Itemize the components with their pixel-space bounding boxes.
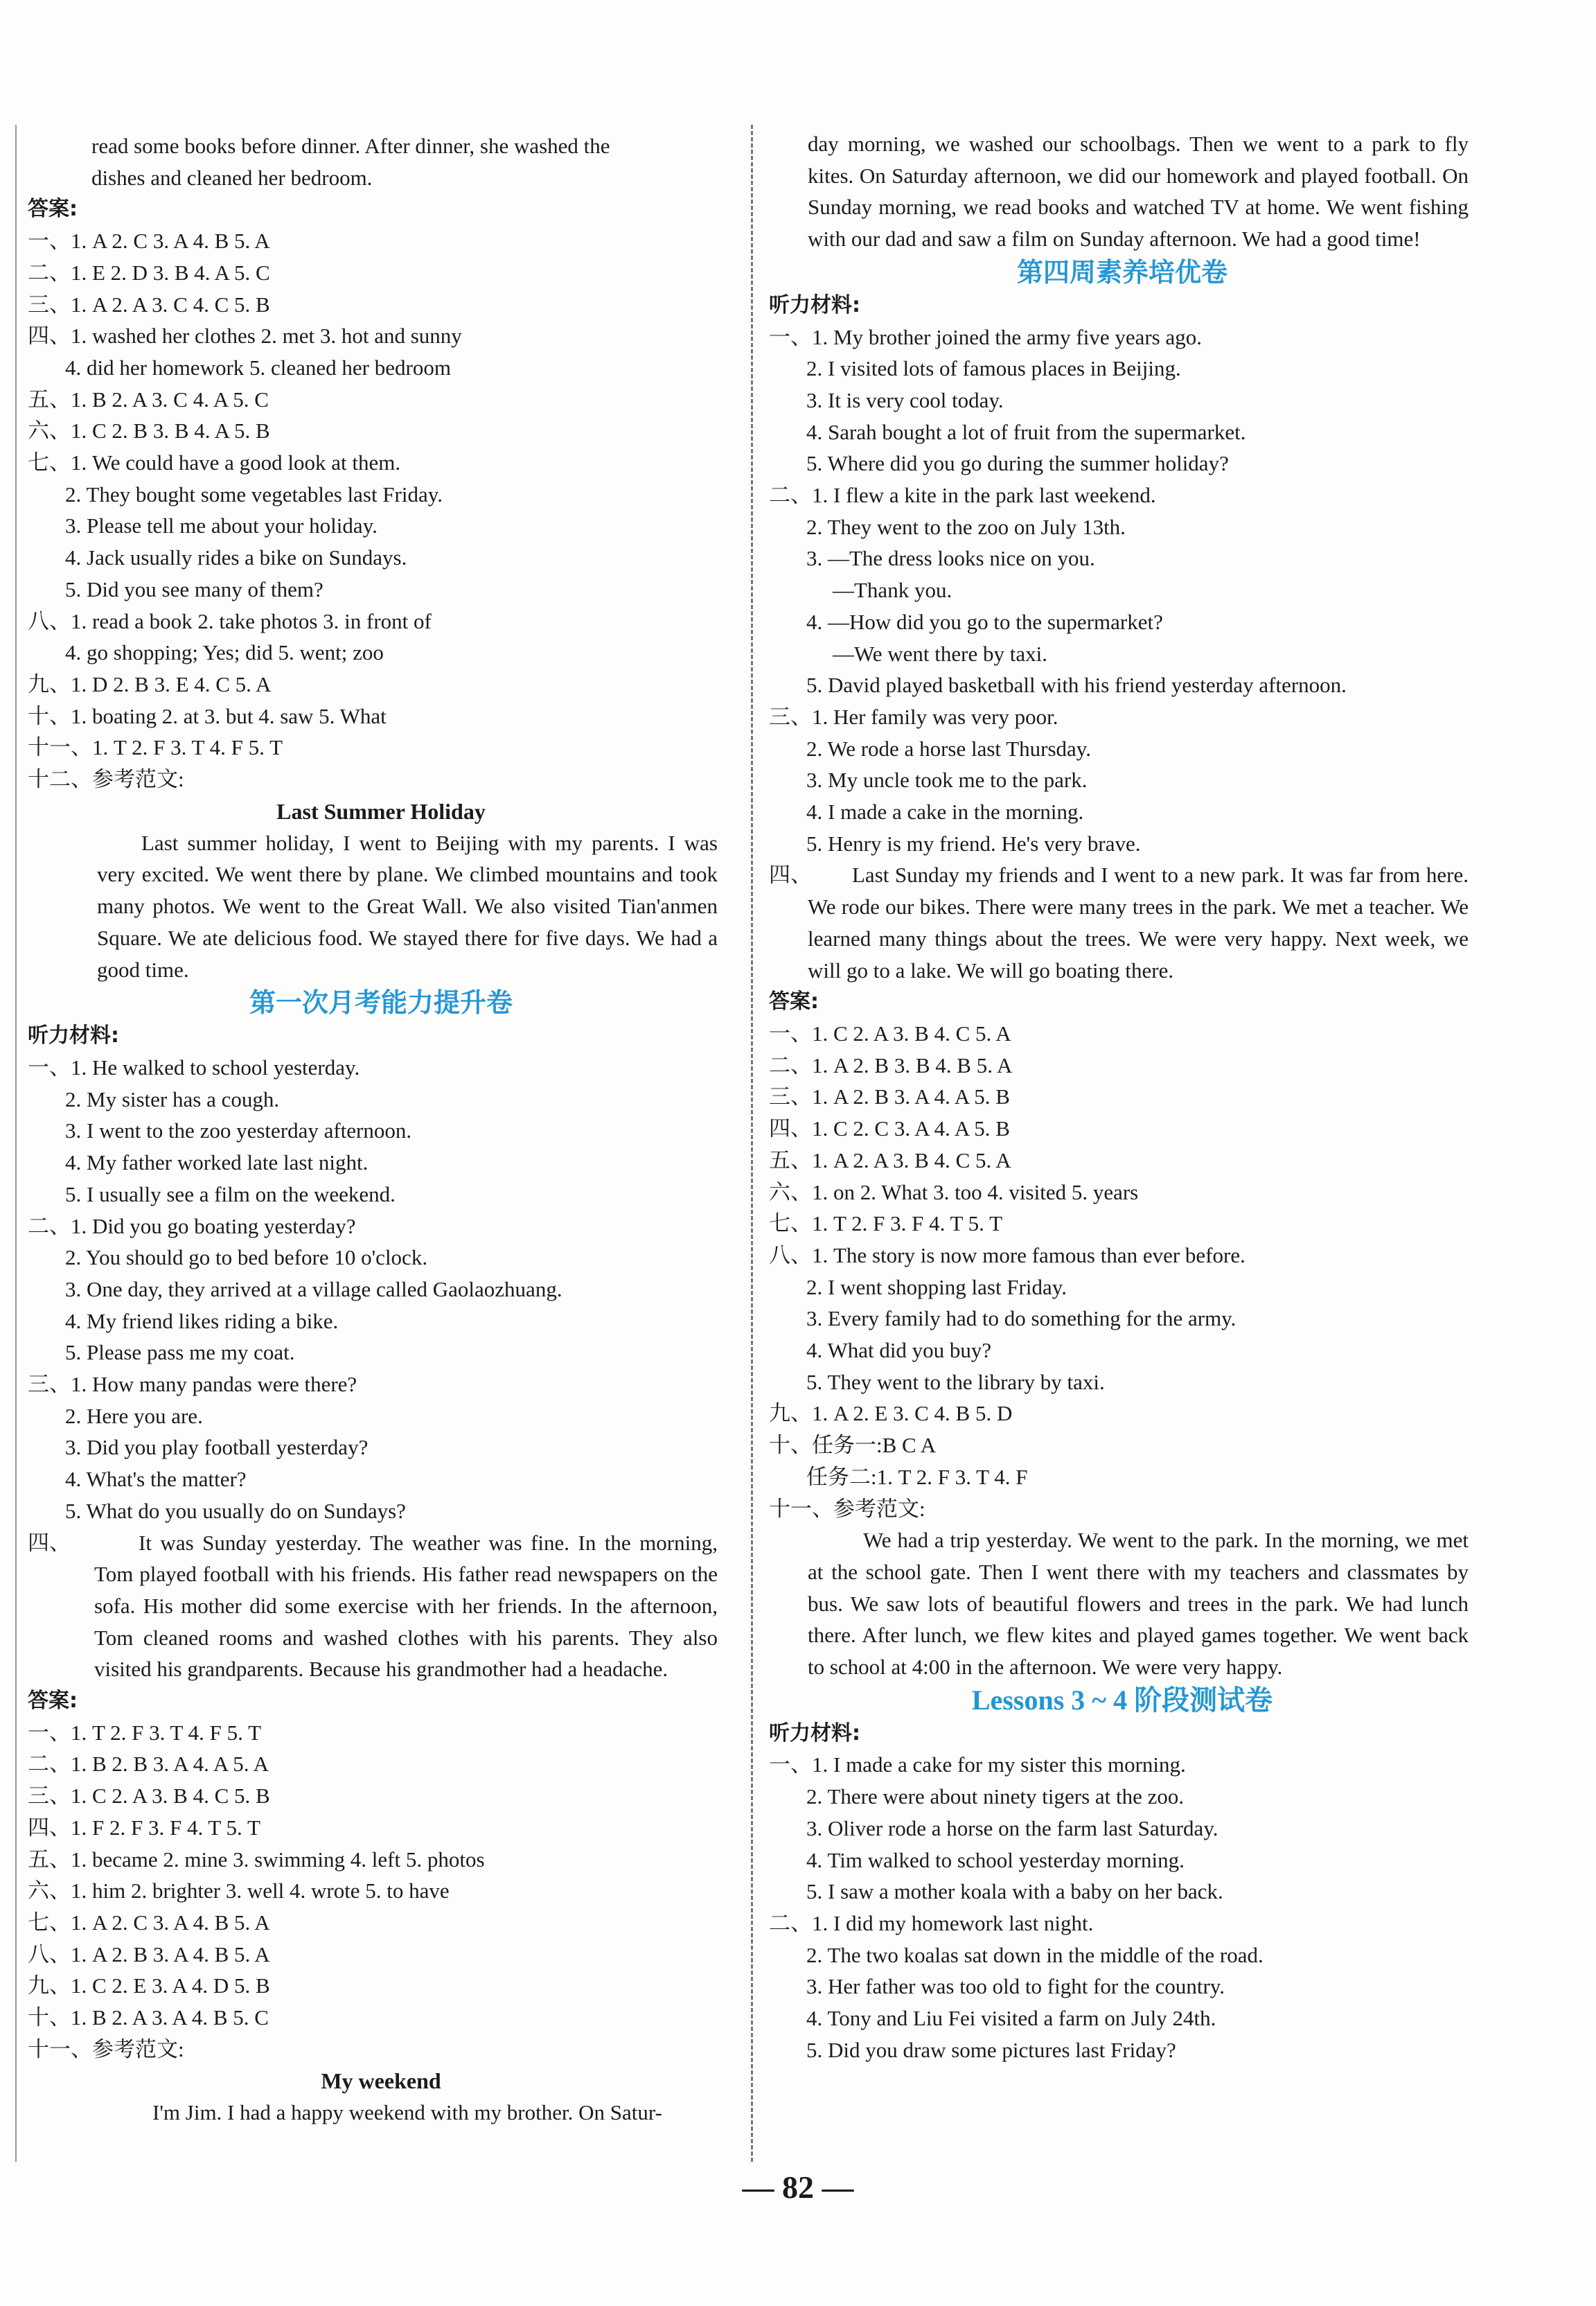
answers-heading: 答案:: [769, 989, 819, 1014]
text-line: read some books before dinner. After dinner, she washed the: [91, 134, 610, 158]
listening-line: —We went there by taxi.: [833, 641, 1047, 666]
answer-line: 九、1. D 2. B 3. E 4. C 5. A: [28, 671, 272, 696]
answer-line: 十、任务一:B C A: [769, 1433, 937, 1458]
listening-line: 5. Where did you go during the summer holiday?: [806, 451, 1229, 476]
section-title: 第四周素养培优卷: [1016, 256, 1227, 288]
listening-line: 3. I went to the zoo yesterday afternoon.: [65, 1118, 412, 1143]
answer-line: 2. I went shopping last Friday.: [806, 1274, 1067, 1299]
answer-line: 七、1. T 2. F 3. F 4. T 5. T: [769, 1211, 1003, 1236]
answer-line: 七、1. We could have a good look at them.: [28, 450, 401, 475]
listening-heading: 听力材料:: [28, 1023, 119, 1048]
passage-label: 四、: [769, 863, 812, 888]
answer-line: 三、1. A 2. A 3. C 4. C 5. B: [28, 292, 270, 317]
answer-line: 六、1. on 2. What 3. too 4. visited 5. years: [769, 1179, 1139, 1204]
listening-line: 5. Did you draw some pictures last Friday?: [806, 2037, 1176, 2062]
answer-line: 3. Every family had to do something for the army.: [806, 1306, 1236, 1331]
answer-line: 4. did her homework 5. cleaned her bedroom: [65, 355, 451, 380]
listening-line: 2. I visited lots of famous places in Beijing.: [806, 356, 1181, 381]
answer-line: 十一、1. T 2. F 3. T 4. F 5. T: [28, 735, 283, 760]
listening-line: 4. —How did you go to the supermarket?: [806, 609, 1163, 634]
answer-line: 三、1. A 2. B 3. A 4. A 5. B: [769, 1084, 1010, 1109]
listening-line: 3. Did you play football yesterday?: [65, 1435, 369, 1460]
listening-line: 4. Tim walked to school yesterday morning.: [806, 1847, 1185, 1872]
essay-paragraph: day morning, we washed our schoolbags. Then we went to a park to fly kites. On Saturday afternoon, we did our homework and played football. On Sunday morning, we read books and watched TV at home. We went fishing with our dad and saw a film on Sunday afternoon. We had a good time!: [808, 132, 1469, 252]
answers-block-2: [28, 1717, 734, 2066]
listening-line: 二、1. I did my homework last night.: [769, 1910, 1094, 1935]
section-title: Lessons 3 ~ 4 阶段测试卷: [971, 1684, 1273, 1716]
essay-title: My weekend: [321, 2068, 441, 2094]
listening-line: 3. One day, they arrived at a village called Gaolaozhuang.: [65, 1276, 562, 1301]
listening-line: 2. The two koalas sat down in the middle of the road.: [806, 1942, 1264, 1967]
text-line: dishes and cleaned her bedroom.: [91, 165, 373, 190]
listening-line: 5. I saw a mother koala with a baby on her back.: [806, 1879, 1223, 1904]
answer-line: 十一、参考范文:: [28, 2036, 184, 2061]
answer-line: 四、1. washed her clothes 2. met 3. hot and sunny: [28, 324, 462, 349]
answer-line: 七、1. A 2. C 3. A 4. B 5. A: [28, 1910, 270, 1935]
listening-line: 三、1. Her family was very poor.: [769, 704, 1058, 729]
listening-line: 5. David played basketball with his friend yesterday afternoon.: [806, 673, 1347, 698]
binding-margin-line: [15, 125, 17, 2162]
answer-line: 2. They bought some vegetables last Friday.: [65, 482, 443, 507]
essay-title: Last Summer Holiday: [276, 798, 486, 824]
answer-line: 十一、参考范文:: [769, 1496, 925, 1521]
essay-paragraph: We had a trip yesterday. We went to the park. In the morning, we met at the school gate. Then I went there with my teachers and classmates by bus. We saw lots of beautiful flowers and trees in the park. We had lunch there. After lunch, we flew kites and played games together. We went back to school at 4:00 in the afternoon. We were very happy.: [808, 1528, 1469, 1680]
listening-line: 2. Here you are.: [65, 1403, 203, 1428]
listening-line: 2. We rode a horse last Thursday.: [806, 736, 1092, 761]
answer-line: 三、1. C 2. A 3. B 4. C 5. B: [28, 1784, 270, 1808]
listening-line: —Thank you.: [833, 578, 952, 603]
listening-line: 3. It is very cool today.: [806, 387, 1004, 412]
listening-line: 4. I made a cake in the morning.: [806, 800, 1084, 825]
answer-line: 一、1. T 2. F 3. T 4. F 5. T: [28, 1720, 262, 1745]
answers-heading: 答案:: [28, 1689, 78, 1714]
answers-heading: 答案:: [28, 197, 78, 222]
passage-block: [769, 859, 1475, 986]
listening-line: 4. My friend likes riding a bike.: [65, 1308, 339, 1333]
listening-block-4: [769, 1749, 1475, 2066]
answer-line: 八、1. The story is now more famous than ever before.: [769, 1242, 1245, 1267]
answer-line: 六、1. C 2. B 3. B 4. A 5. B: [28, 419, 270, 443]
answer-line: 九、1. C 2. E 3. A 4. D 5. B: [28, 1973, 270, 1998]
right-column: [769, 128, 1475, 2066]
page-number: — 82 —: [742, 2169, 854, 2205]
listening-line: 5. Henry is my friend. He's very brave.: [806, 831, 1141, 856]
answer-line: 二、1. B 2. B 3. A 4. A 5. A: [28, 1752, 269, 1777]
answer-line: 四、1. C 2. C 3. A 4. A 5. B: [769, 1116, 1010, 1141]
answer-line: 五、1. B 2. A 3. C 4. A 5. C: [28, 387, 269, 412]
answer-line: 十、1. boating 2. at 3. but 4. saw 5. What: [28, 703, 387, 728]
passage-paragraph: Last Sunday my friends and I went to a new park. It was far from here. We rode our bikes. There were many trees in the park. We met a teacher. We learned many things about the trees. We were very happy. Next week, we will go to a lake. We will go boating there.: [808, 863, 1469, 983]
answer-line: 八、1. A 2. B 3. A 4. B 5. A: [28, 1942, 270, 1966]
answer-line: 二、1. E 2. D 3. B 4. A 5. C: [28, 260, 270, 285]
answer-line: 五、1. became 2. mine 3. swimming 4. left 5. photos: [28, 1847, 485, 1872]
listening-line: 一、1. I made a cake for my sister this morning.: [769, 1752, 1186, 1777]
listening-line: 2. My sister has a cough.: [65, 1086, 280, 1111]
answer-line: 4. Jack usually rides a bike on Sundays.: [65, 545, 407, 570]
listening-line: 5. I usually see a film on the weekend.: [65, 1181, 396, 1206]
left-column: [28, 130, 734, 2129]
answer-line: 八、1. read a book 2. take photos 3. in front of: [28, 608, 432, 633]
answer-line: 五、1. A 2. A 3. B 4. C 5. A: [769, 1147, 1011, 1172]
listening-line: 3. Her father was too old to fight for the country.: [806, 1974, 1225, 1999]
listening-line: 三、1. How many pandas were there?: [28, 1372, 357, 1397]
essay-paragraph: Last summer holiday, I went to Beijing with my parents. I was very excited. We went there by plane. We climbed mountains and took many photos. We went to the Great Wall. We also visited Tian'anmen Square. We ate delicious food. We stayed there for five days. We had a good time.: [97, 830, 718, 982]
listening-line: 一、1. He walked to school yesterday.: [28, 1055, 360, 1080]
listening-line: 4. My father worked late last night.: [65, 1150, 369, 1175]
listening-line: 5. What do you usually do on Sundays?: [65, 1498, 406, 1523]
answer-line: 4. go shopping; Yes; did 5. went; zoo: [65, 640, 384, 665]
answer-line: 4. What did you buy?: [806, 1338, 992, 1363]
answers-block-1: [28, 225, 734, 795]
listening-line: 4. Tony and Liu Fei visited a farm on July 24th.: [806, 2006, 1216, 2031]
listening-line: 二、1. Did you go boating yesterday?: [28, 1213, 356, 1238]
answer-line: 一、1. A 2. C 3. A 4. B 5. A: [28, 229, 270, 254]
answer-line: 六、1. him 2. brighter 3. well 4. wrote 5. to have: [28, 1878, 450, 1903]
answer-line: 3. Please tell me about your holiday.: [65, 513, 378, 538]
passage-paragraph: It was Sunday yesterday. The weather was fine. In the morning, Tom played football with his friends. His father read newspapers on the sofa. His mother did some exercise with her friends. In the afternoon, Tom cleaned rooms and washed clothes with his parents. They also visited his grandparents. Because his grandmother had a headache.: [94, 1530, 718, 1682]
listening-heading: 听力材料:: [769, 292, 860, 317]
listening-line: 4. Sarah bought a lot of fruit from the supermarket.: [806, 419, 1246, 444]
section-title: 第一次月考能力提升卷: [249, 987, 513, 1019]
passage-block: [28, 1527, 734, 1686]
listening-line: 3. —The dress looks nice on you.: [806, 546, 1095, 571]
listening-heading: 听力材料:: [769, 1720, 860, 1745]
listening-line: 2. They went to the zoo on July 13th.: [806, 514, 1126, 539]
answers-block-3: [769, 1018, 1475, 1524]
listening-line: 2. You should go to bed before 10 o'clock.: [65, 1245, 428, 1270]
essay-paragraph: I'm Jim. I had a happy weekend with my brother. On Satur-: [152, 2100, 662, 2125]
listening-block-3: [769, 322, 1475, 860]
answer-line: 一、1. C 2. A 3. B 4. C 5. A: [769, 1021, 1011, 1046]
listening-line: 二、1. I flew a kite in the park last weekend.: [769, 483, 1156, 508]
answer-line: 九、1. A 2. E 3. C 4. B 5. D: [769, 1401, 1013, 1426]
listening-line: 3. Oliver rode a horse on the farm last Saturday.: [806, 1815, 1218, 1840]
answer-line: 十、1. B 2. A 3. A 4. B 5. C: [28, 2005, 269, 2030]
column-divider: [751, 125, 753, 2162]
listening-line: 5. Please pass me my coat.: [65, 1340, 295, 1365]
listening-line: 2. There were about ninety tigers at the zoo.: [806, 1784, 1185, 1809]
passage-label: 四、: [28, 1530, 71, 1555]
answer-line: 5. Did you see many of them?: [65, 576, 323, 601]
listening-line: 3. My uncle took me to the park.: [806, 768, 1088, 793]
answer-line: 十二、参考范文:: [28, 767, 184, 792]
listening-block-2: [28, 1052, 734, 1527]
listening-line: 一、1. My brother joined the army five years ago.: [769, 324, 1202, 349]
listening-line: 4. What's the matter?: [65, 1467, 247, 1492]
answer-line: 二、1. A 2. B 3. B 4. B 5. A: [769, 1053, 1013, 1077]
answer-line: 四、1. F 2. F 3. F 4. T 5. T: [28, 1815, 260, 1840]
answer-line: 任务二:1. T 2. F 3. T 4. F: [806, 1464, 1028, 1489]
answer-line: 5. They went to the library by taxi.: [806, 1369, 1105, 1394]
